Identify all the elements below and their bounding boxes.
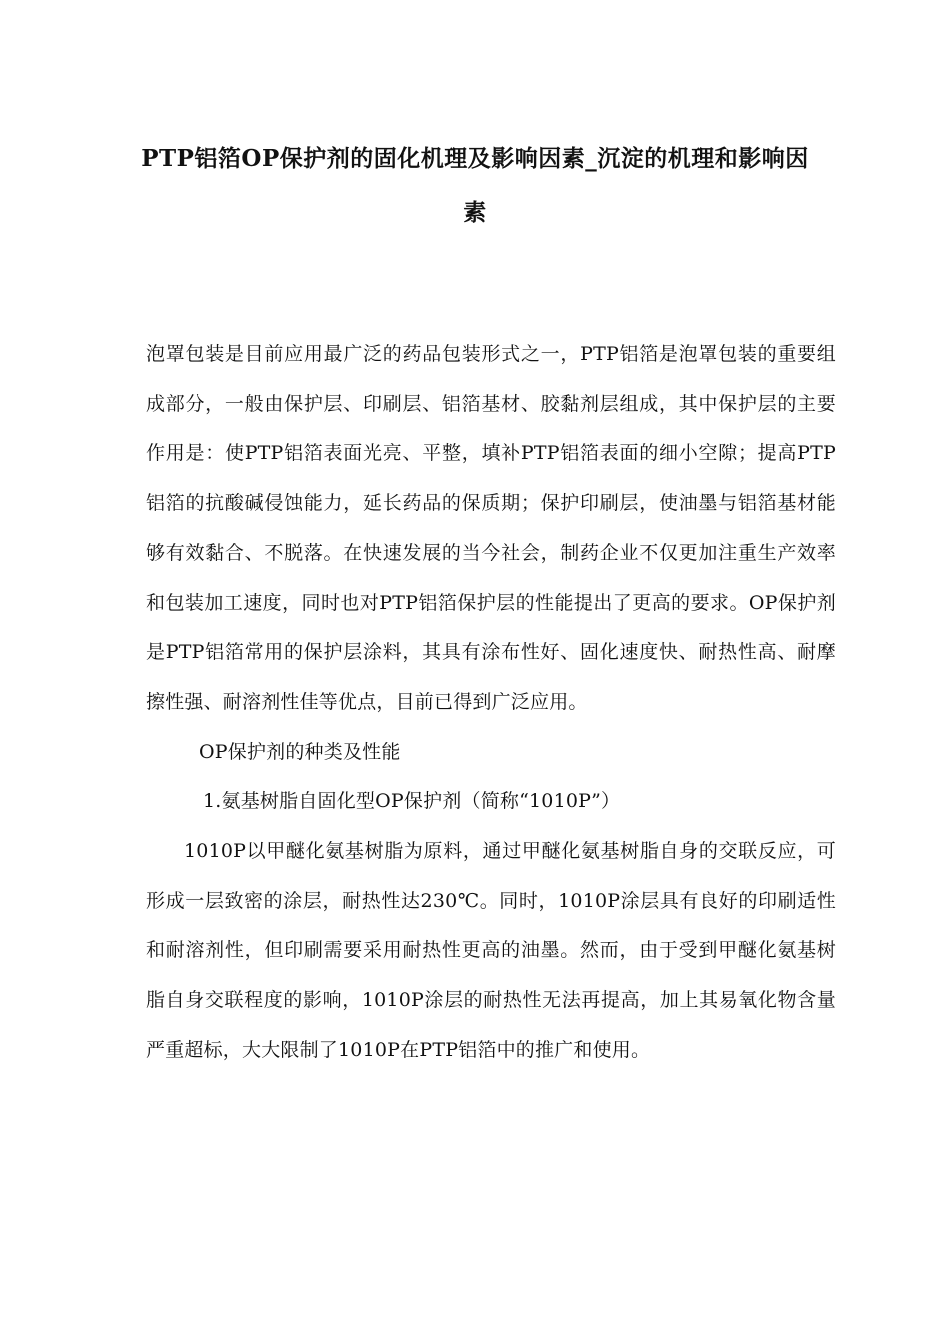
subsection-paragraph: 1010P以甲醚化氨基树脂为原料，通过甲醚化氨基树脂自身的交联反应，可形成一层致密的涂层，耐热性达230℃。同时，1010P涂层具有良好的印刷适性和耐溶剂性，但印刷需要采用耐热性更高的油墨。然而，由于受到甲醚化氨基树脂自身交联程度的影响，1010P涂层的耐热性无法再提高，加上其易氧化物含量严重超标，大大限制了1010P在PTP铝箔中的推广和使用。: [146, 840, 836, 1061]
section-heading: OP保护剂的种类及性能: [199, 740, 401, 763]
document-body: [146, 330, 836, 1076]
document-title: PTP铝箔OP保护剂的固化机理及影响因素_沉淀的机理和影响因素: [141, 145, 809, 226]
intro-paragraph: 泡罩包装是目前应用最广泛的药品包装形式之一，PTP铝箔是泡罩包装的重要组成部分，一般由保护层、印刷层、铝箔基材、胶黏剂层组成，其中保护层的主要作用是：使PTP铝箔表面光亮、平整，填补PTP铝箔表面的细小空隙；提高PTP铝箔的抗酸碱侵蚀能力，延长药品的保质期；保护印刷层，使油墨与铝箔基材能够有效黏合、不脱落。在快速发展的当今社会，制药企业不仅更加注重生产效率和包装加工速度，同时也对PTP铝箔保护层的性能提出了更高的要求。OP保护剂是PTP铝箔常用的保护层涂料，其具有涂布性好、固化速度快、耐热性高、耐摩擦性强、耐溶剂性佳等优点，目前已得到广泛应用。: [146, 343, 836, 713]
subsection-heading: 1.氨基树脂自固化型OP保护剂（简称“1010P”）: [203, 790, 621, 813]
